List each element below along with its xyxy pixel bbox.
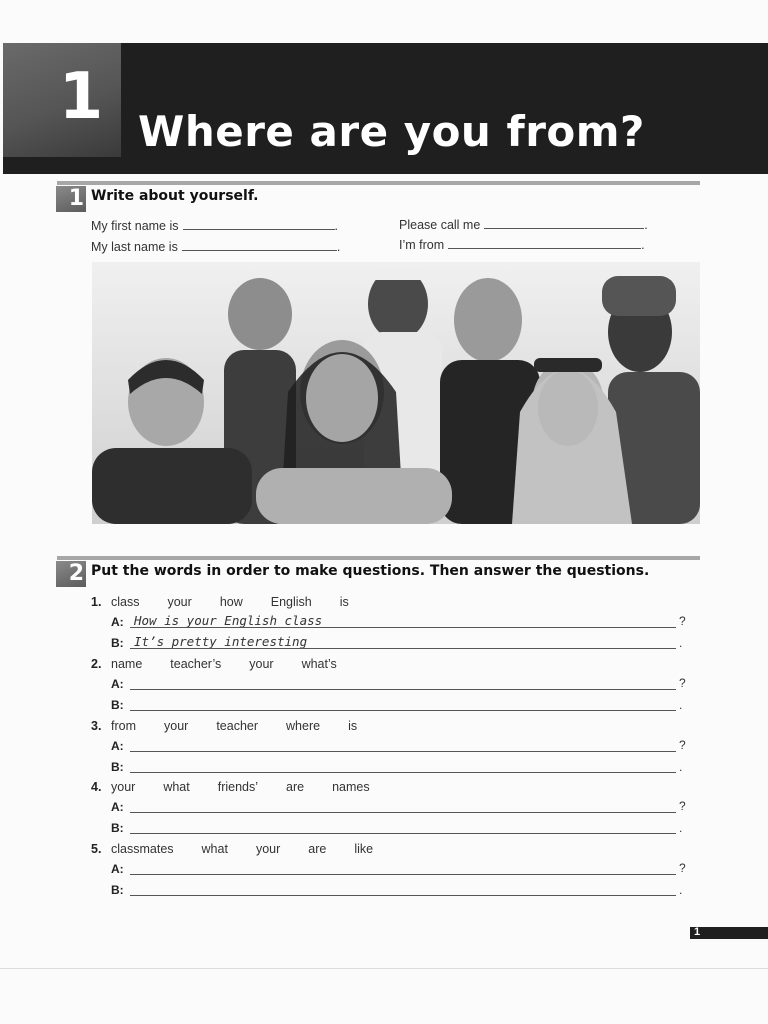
word: classmates [111, 842, 174, 856]
first-name-label: My first name is [91, 219, 179, 233]
call-me-field[interactable] [399, 218, 648, 232]
from-blank[interactable] [448, 238, 641, 249]
call-me-blank[interactable] [484, 218, 644, 229]
answer-a-line[interactable] [130, 811, 676, 813]
from-end: . [641, 238, 645, 252]
answer-a-line[interactable] [130, 626, 676, 628]
question-number: 5. [91, 842, 102, 856]
word: where [286, 719, 321, 733]
question-number: 2. [91, 657, 102, 671]
word: how [219, 595, 243, 609]
answer-a-line[interactable] [130, 688, 676, 690]
answer-b-label: B: [111, 698, 124, 712]
answer-b-label: B: [111, 636, 124, 650]
answer-b-end: . [679, 698, 683, 712]
page-number: 1 [694, 926, 701, 938]
question-words [111, 719, 385, 733]
answer-b-end: . [679, 760, 683, 774]
section-2-badge: 2 [56, 561, 86, 587]
first-name-end: . [334, 219, 338, 233]
word: English [270, 595, 312, 609]
word: teacher [216, 719, 259, 733]
word: your [167, 595, 192, 609]
last-name-blank[interactable] [182, 240, 337, 251]
answer-b-line[interactable] [130, 771, 676, 773]
group-photo-illustration [92, 262, 700, 524]
unit-title: Where are you from? [138, 107, 645, 156]
question-number: 3. [91, 719, 102, 733]
call-me-label: Please call me [399, 218, 481, 232]
word: is [339, 595, 349, 609]
section-1-badge: 1 [56, 186, 86, 212]
word: from [111, 719, 136, 733]
first-name-field[interactable] [91, 219, 338, 233]
call-me-end: . [644, 218, 648, 232]
group-photo [92, 262, 700, 524]
answer-a-end: ? [679, 614, 686, 628]
word: names [332, 780, 370, 794]
word: is [348, 719, 358, 733]
from-field[interactable] [399, 238, 645, 252]
question-number: 4. [91, 780, 102, 794]
word: your [111, 780, 136, 794]
word: friends’ [217, 780, 259, 794]
word: are [308, 842, 327, 856]
answer-b-end: . [679, 821, 683, 835]
section-2-title: Put the words in order to make questions. Then answer the questions. [91, 563, 650, 579]
answer-a-label: A: [111, 800, 124, 814]
word: like [354, 842, 374, 856]
page-bottom-rule [0, 968, 768, 969]
section-1-rule [57, 181, 700, 185]
answer-a-end: ? [679, 738, 686, 752]
answer-a-label: A: [111, 739, 124, 753]
page-number-band [690, 927, 768, 939]
section-1-title: Write about yourself. [91, 188, 259, 204]
question-words [111, 657, 365, 671]
handwritten-answer-a: How is your English class [134, 613, 323, 628]
answer-b-label: B: [111, 821, 124, 835]
question-number: 1. [91, 595, 102, 609]
answer-a-label: A: [111, 677, 124, 691]
word: name [111, 657, 143, 671]
answer-b-end: . [679, 636, 683, 650]
first-name-blank[interactable] [183, 219, 335, 230]
word: are [286, 780, 305, 794]
word: what [163, 780, 190, 794]
word: what [201, 842, 228, 856]
answer-b-line[interactable] [130, 832, 676, 834]
from-label: I’m from [399, 238, 445, 252]
answer-b-line[interactable] [130, 894, 676, 896]
answer-b-line[interactable] [130, 709, 676, 711]
answer-b-label: B: [111, 883, 124, 897]
question-words [111, 780, 398, 794]
question-words [111, 842, 401, 856]
answer-a-label: A: [111, 862, 124, 876]
word: your [255, 842, 281, 856]
word: your [249, 657, 274, 671]
word: your [164, 719, 189, 733]
last-name-end: . [336, 240, 341, 254]
word: class [111, 595, 140, 609]
section-2-rule [57, 556, 700, 560]
answer-b-line[interactable] [130, 647, 676, 649]
answer-b-end: . [679, 883, 683, 897]
unit-number: 1 [58, 60, 104, 134]
answer-a-line[interactable] [130, 750, 676, 752]
answer-b-label: B: [111, 760, 124, 774]
last-name-field[interactable] [91, 240, 340, 254]
handwritten-answer-b: It’s pretty interesting [134, 634, 308, 649]
word: what’s [301, 657, 337, 671]
answer-a-end: ? [679, 799, 686, 813]
answer-a-end: ? [679, 861, 686, 875]
answer-a-end: ? [679, 676, 686, 690]
question-words [111, 595, 377, 609]
last-name-label: My last name is [91, 240, 178, 254]
answer-a-line[interactable] [130, 873, 676, 875]
answer-a-label: A: [111, 615, 124, 629]
word: teacher’s [170, 657, 222, 671]
